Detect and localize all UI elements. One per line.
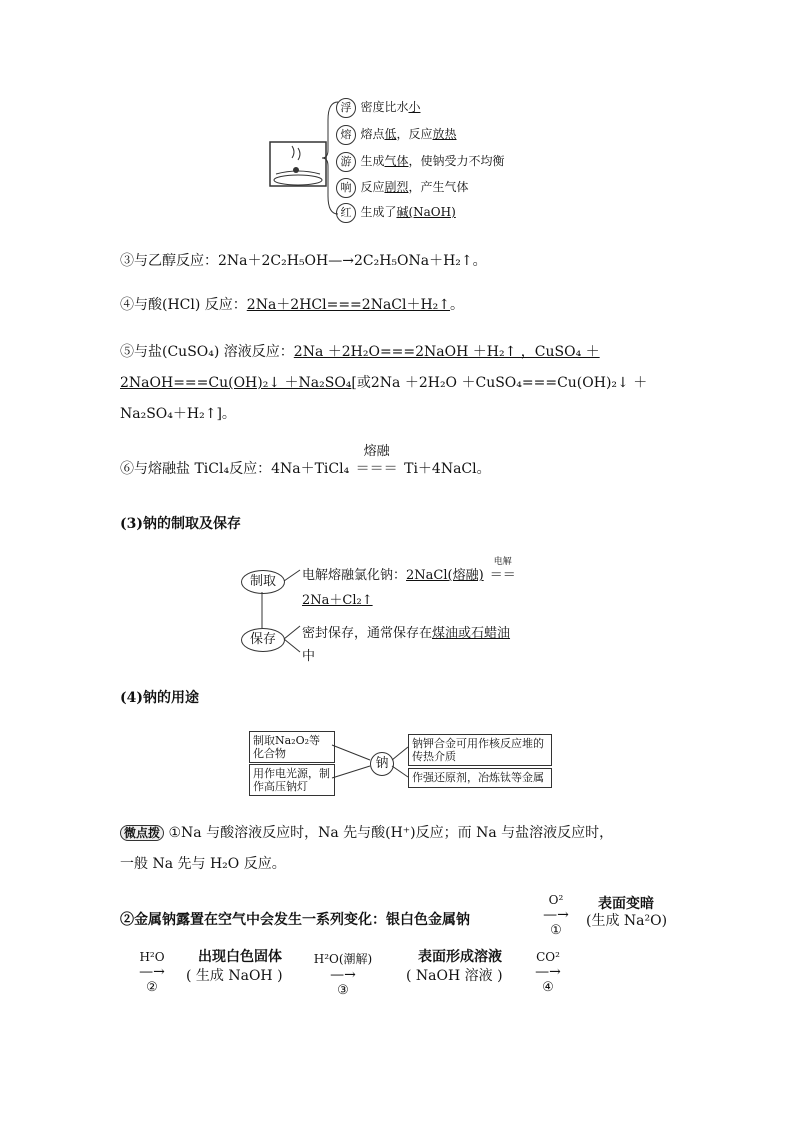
- characteristic-swim: 游 生成气体，使钠受力不均衡: [336, 152, 505, 172]
- uses-arrows: [330, 735, 410, 795]
- tag-melt: 熔: [336, 125, 356, 145]
- reaction-salt-line1: ⑤与盐(CuSO₄) 溶液反应：2Na ＋2H₂O===2NaOH ＋H₂↑ ，CuSO₄ ＋: [120, 344, 600, 360]
- step2-arrow: H²O —→ ②: [139, 950, 165, 995]
- step4-arrow: CO² —→ ④: [535, 950, 561, 995]
- oval-store: 保存: [241, 628, 285, 652]
- electrolysis-arrow: 电解 ＝＝: [489, 557, 516, 583]
- step3-arrow: H²O(潮解) —→ ③: [313, 952, 373, 998]
- tag-swim: 游: [336, 152, 356, 172]
- reaction-salt-line3: Na₂SO₄＋H₂↑]。: [120, 406, 236, 422]
- reaction-acid: ④与酸(HCl) 反应：2Na＋2HCl===2NaCl＋H₂↑。: [120, 297, 465, 313]
- tag-sound: 响: [336, 178, 356, 198]
- use-box-reductant: 作强还原剂，冶炼钛等金属: [408, 768, 552, 788]
- reaction-salt-line2: 2NaOH===Cu(OH)₂↓ ＋Na₂SO₄[或2Na ＋2H₂O ＋CuSO₄===Cu(OH)₂↓ ＋: [120, 375, 648, 391]
- prep-method: 电解熔融氯化钠：2NaCl(熔融) 电解 ＝＝: [302, 557, 516, 583]
- section-heading-uses: (4)钠的用途: [120, 690, 199, 706]
- tip-badge: 微点拨: [120, 825, 164, 841]
- tip-line1: 微点拨 ①Na 与酸溶液反应时，Na 先与酸(H⁺)反应；而 Na 与盐溶液反应时，: [120, 822, 613, 842]
- step1-product: (生成 Na²O): [586, 913, 668, 929]
- characteristic-red: 红 生成了碱(NaOH): [336, 203, 456, 223]
- reaction-molten-salt: ⑥与熔融盐 TiCl₄反应：4Na＋TiCl₄ 熔融 ＝＝＝ Ti＋4NaCl。: [120, 444, 491, 477]
- tag-float: 浮: [336, 98, 356, 118]
- oval-prepare: 制取: [241, 570, 285, 594]
- chain-intro: ②金属钠露置在空气中会发生一系列变化：银白色金属钠: [120, 912, 470, 928]
- step2-product: ( 生成 NaOH ): [186, 968, 283, 984]
- characteristic-float: 浮 密度比水小: [336, 98, 420, 118]
- storage-method-end: 中: [302, 649, 316, 664]
- step3-top: 表面形成溶液: [418, 949, 502, 965]
- reaction-ethanol: ③与乙醇反应：2Na＋2C₂H₅OH—→2C₂H₅ONa＋H₂↑。: [120, 253, 487, 269]
- section-heading-prep: (3)钠的制取及保存: [120, 516, 241, 532]
- characteristic-melt: 熔 熔点低，反应放热: [336, 125, 457, 145]
- connector-lines: [262, 560, 302, 660]
- tip-line2: 一般 Na 先与 H₂O 反应。: [120, 856, 286, 872]
- step2-top: 出现白色固体: [198, 949, 282, 965]
- center-sodium: 钠: [370, 752, 394, 776]
- step1-top: 表面变暗: [598, 896, 654, 912]
- use-box-coolant: 钠钾合金可用作核反应堆的传热介质: [408, 734, 552, 766]
- step3-product: ( NaOH 溶液 ): [406, 968, 503, 984]
- use-box-lamp: 用作电光源，制作高压钠灯: [249, 764, 335, 796]
- storage-method: 密封保存，通常保存在煤油或石蜡油: [302, 626, 511, 641]
- prep-product: 2Na＋Cl₂↑: [302, 593, 373, 608]
- characteristic-sound: 响 反应剧烈，产生气体: [336, 178, 469, 198]
- step1-arrow: O² —→ ①: [543, 893, 569, 938]
- condition-arrow: 熔融 ＝＝＝: [355, 444, 398, 477]
- use-box-peroxide: 制取Na₂O₂等化合物: [249, 731, 335, 763]
- tag-red: 红: [336, 203, 356, 223]
